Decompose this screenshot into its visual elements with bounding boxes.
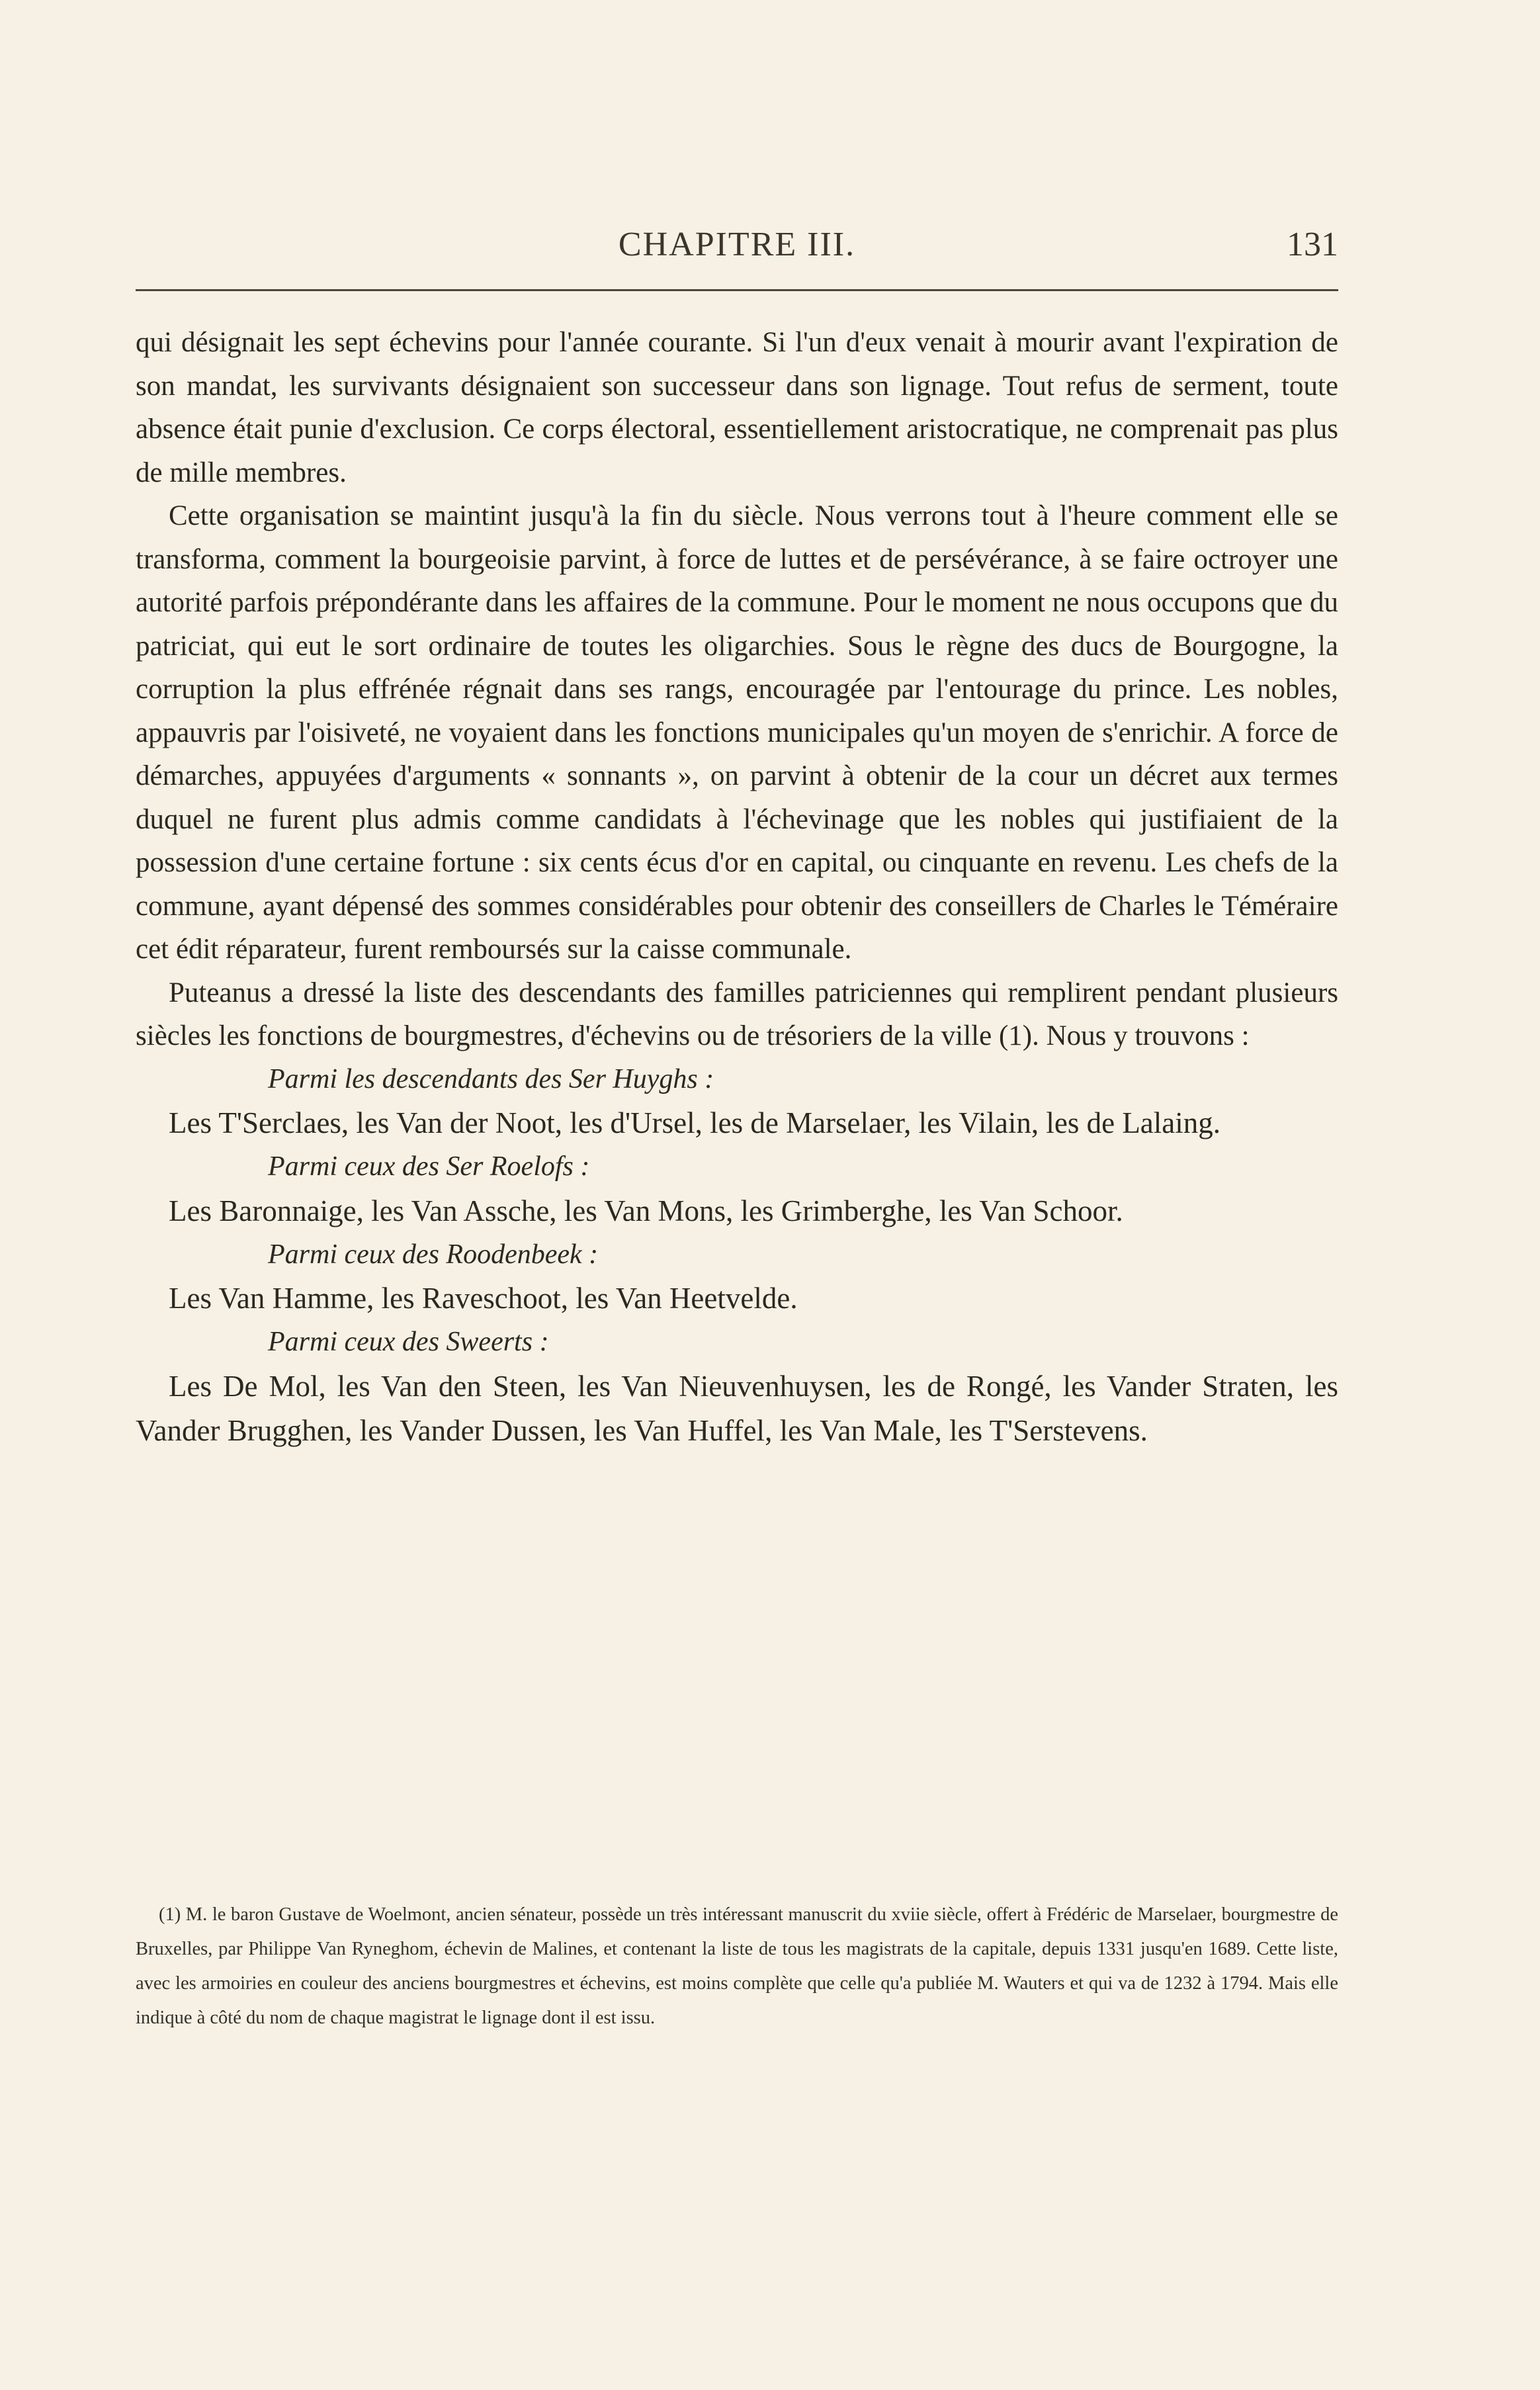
running-header [136, 225, 1338, 271]
family-list: Les Baronnaige, les Van Assche, les Van Mons, les Grimberghe, les Van Schoor. [169, 1194, 1123, 1227]
footnote: (1) M. le baron Gustave de Woelmont, ancien sénateur, possède un très intéressant manuscrit du xviie siècle, offert à Frédéric de Marselaer, bourgmestre de Bruxelles, par Philippe Van Ryneghom, échevin de Malines, et contenant la liste de tous les magistrats de la capitale, depuis 1331 jusqu'en 1689. Cette liste, avec les armoiries en couleur des anciens bourgmestres et échevins, est moins complète que celle qu'a publiée M. Wauters et qui va de 1232 à 1794. Mais elle indique à côté du nom de chaque magistrat le lignage dont il est issu. [136, 1904, 1338, 2028]
family-heading: Parmi ceux des Sweerts : [268, 1327, 549, 1357]
page-number: 131 [1287, 226, 1338, 263]
family-list: Les Van Hamme, les Raveschoot, les Van Heetvelde. [169, 1282, 798, 1315]
paragraph: Puteanus a dressé la liste des descendants des familles patriciennes qui remplirent pendant plusieurs siècles les fonctions de bourgmestres, d'échevins ou de trésoriers de la ville (1). Nous y trouvons : [136, 977, 1338, 1051]
body-text [136, 321, 1338, 1453]
family-heading: Parmi ceux des Ser Roelofs : [268, 1151, 590, 1182]
family-heading: Parmi ceux des Roodenbeek : [268, 1239, 599, 1270]
paragraph: qui désignait les sept échevins pour l'année courante. Si l'un d'eux venait à mourir avant l'expiration de son mandat, les survivants désignaient son successeur dans son lignage. Tout refus de serment, toute absence était punie d'exclusion. Ce corps électoral, essentiellement aristocratique, ne comprenait pas plus de mille membres. [136, 327, 1338, 488]
family-list: Les De Mol, les Van den Steen, les Van Nieuvenhuysen, les de Rongé, les Vander Straten, les Vander Brugghen, les Vander Dussen, les Van Huffel, les Van Male, les T'Serstevens. [136, 1369, 1338, 1447]
header-rule [136, 289, 1338, 291]
paragraph: Cette organisation se maintint jusqu'à la fin du siècle. Nous verrons tout à l'heure comment elle se transforma, comment la bourgeoisie parvint, à force de luttes et de persévérance, à se faire octroyer une autorité parfois prépondérante dans les affaires de la commune. Pour le moment ne nous occupons que du patriciat, qui eut le sort ordinaire de toutes les oligarchies. Sous le règne des ducs de Bourgogne, la corruption la plus effrénée régnait dans ses rangs, encouragée par l'entourage du prince. Les nobles, appauvris par l'oisiveté, ne voyaient dans les fonctions municipales qu'un moyen de s'enrichir. A force de démarches, appuyées d'arguments « sonnants », on parvint à obtenir de la cour un décret aux termes duquel ne furent plus admis comme candidats à l'échevinage que les nobles qui justifiaient de la possession d'une certaine fortune : six cents écus d'or en capital, ou cinquante en revenu. Les chefs de la commune, ayant dépensé des sommes considérables pour obtenir des conseillers de Charles le Téméraire cet édit réparateur, furent remboursés sur la caisse communale. [136, 500, 1338, 965]
family-heading: Parmi les descendants des Ser Huyghs : [268, 1063, 714, 1094]
chapter-title: CHAPITRE III. [618, 226, 856, 263]
family-list: Les T'Serclaes, les Van der Noot, les d'Ursel, les de Marselaer, les Vilain, les de Lalaing. [169, 1106, 1221, 1139]
